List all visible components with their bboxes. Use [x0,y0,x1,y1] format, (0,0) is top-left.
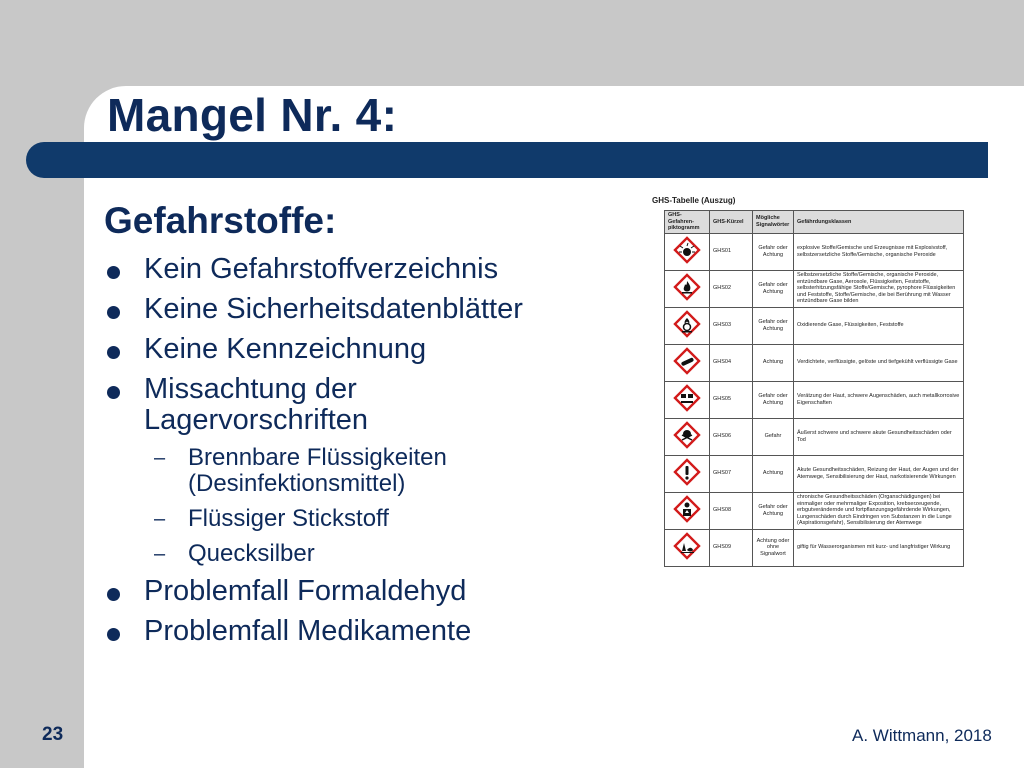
sub-bullet-item [104,541,644,567]
bullet-text: Kein Gefahrstoffverzeichnis [144,253,499,285]
bullet-dot-icon [107,588,120,601]
ghs-code-cell: GHS07 [710,455,753,492]
bullet-item [104,576,644,607]
table-row [665,233,964,270]
signal-word-cell: Gefahr [753,418,794,455]
bullet-text: Problemfall Formaldehyd [144,575,467,607]
ghs-table-header-row [665,211,964,234]
bullet-text: Problemfall Medikamente [144,615,472,647]
bullet-dot-icon [107,386,120,399]
signal-word-cell: Gefahr oder Achtung [753,270,794,307]
table-row [665,418,964,455]
ghs-table-figure [652,196,970,576]
sub-bullet-item [104,445,644,497]
table-row [665,307,964,344]
ghs-code-cell: GHS09 [710,529,753,566]
hazard-classes-cell: Oxidierende Gase, Flüssigkeiten, Feststoffe [794,307,964,344]
bullet-item [104,254,644,285]
signal-word-cell: Achtung [753,455,794,492]
signal-word-cell: Gefahr oder Achtung [753,233,794,270]
bullet-text: Keine Sicherheitsdatenblätter [144,293,523,325]
ghs-table [664,210,964,567]
table-row [665,344,964,381]
sub-bullet-text: Brennbare Flüssigkeiten (Desinfektionsmittel) [188,444,447,497]
skull-icon [672,420,702,450]
health-hazard-icon [672,494,702,524]
pictogram-cell [665,381,710,418]
pictogram-cell [665,307,710,344]
hazard-classes-cell: explosive Stoffe/Gemische und Erzeugnisse mit Explosivstoff, selbstzersetzliche Stoffe/Gemische, organische Peroxide [794,233,964,270]
ghs-code-cell: GHS03 [710,307,753,344]
gas-cylinder-icon [672,346,702,376]
dash-icon: – [154,508,166,530]
pictogram-cell [665,492,710,529]
bullet-item [104,294,644,325]
table-row [665,381,964,418]
table-row [665,529,964,566]
pictogram-cell [665,418,710,455]
bullet-text: Keine Kennzeichnung [144,333,427,365]
sub-bullet-text: Flüssiger Stickstoff [188,505,389,532]
hazard-classes-cell: Selbstzersetzliche Stoffe/Gemische, organische Peroxide, entzündbare Gase, Aerosole, Flüssigkeiten, Feststoffe, selbsterhitzungsfähige Stoffe/Gemische, pyrophore Flüssigkeiten und Feststoffe, Stoffe/Gemische, die bei Berührung mit Wasser entzündbare Gase bilden [794,270,964,307]
bullet-item [104,616,644,647]
bullet-dot-icon [107,266,120,279]
bullet-list [104,254,644,656]
table-row [665,270,964,307]
bullet-item [104,334,644,365]
signal-word-cell: Gefahr oder Achtung [753,381,794,418]
dash-icon: – [154,543,166,565]
ghs-code-cell: GHS04 [710,344,753,381]
ghs-code-cell: GHS05 [710,381,753,418]
sub-bullet-item [104,506,644,532]
signal-word-cell: Gefahr oder Achtung [753,492,794,529]
hazard-classes-cell: chronische Gesundheitsschäden (Organschädigungen) bei einmaliger oder mehrmaliger Exposition, krebserzeugende, erbgutverändernde und fortpflanzungsgefährdende Wirkungen, Lungenschäden durch Eindringen von Substanzen in die Lunge (Aspirationsgefahr), Sensibilisierung der Atemwege [794,492,964,529]
pictogram-cell [665,455,710,492]
bullet-dot-icon [107,306,120,319]
hazard-classes-cell: Verdichtete, verflüssigte, gelöste und tiefgekühlt verflüssigte Gase [794,344,964,381]
flame-over-circle-icon [672,309,702,339]
signal-word-cell: Achtung [753,344,794,381]
author-credit: A. Wittmann, 2018 [852,726,992,745]
sub-bullet-text: Quecksilber [188,540,315,567]
bullet-text: Missachtung der Lagervorschriften [144,373,369,436]
flame-icon [672,272,702,302]
hazard-classes-cell: Akute Gesundheitsschäden, Reizung der Haut, der Augen und der Atemwege, Sensibilisierung der Haut, narkotisierende Wirkungen [794,455,964,492]
pictogram-cell [665,344,710,381]
hazard-classes-cell: Verätzung der Haut, schwere Augenschäden, auch metallkorrosive Eigenschaften [794,381,964,418]
hazard-classes-cell: giftig für Wasserorganismen mit kurz- und langfristiger Wirkung [794,529,964,566]
ghs-table-body [665,233,964,566]
bullet-dot-icon [107,346,120,359]
header-cell: GHS-Kürzel [710,211,753,234]
signal-word-cell: Gefahr oder Achtung [753,307,794,344]
pictogram-cell [665,233,710,270]
ghs-code-cell: GHS06 [710,418,753,455]
exploding-bomb-icon [672,235,702,265]
sub-bullet-list [104,445,644,567]
header-cell: Mögliche Signalwörter [753,211,794,234]
table-row [665,492,964,529]
bullet-dot-icon [107,628,120,641]
ghs-table-title: GHS-Tabelle (Auszug) [652,196,736,205]
header-cell: GHS-Gefahren-piktogramm [665,211,710,234]
dash-icon: – [154,447,166,469]
pictogram-cell [665,529,710,566]
pictogram-cell [665,270,710,307]
table-row [665,455,964,492]
page-number: 23 [42,724,64,745]
signal-word-cell: Achtung oder ohne Signalwort [753,529,794,566]
slide-title: Mangel Nr. 4: [107,89,398,141]
bullet-item [104,374,644,567]
corrosion-icon [672,383,702,413]
hazard-classes-cell: Äußerst schwere und schwere akute Gesundheitsschäden oder Tod [794,418,964,455]
ghs-code-cell: GHS08 [710,492,753,529]
title-underline-bar [26,142,988,178]
ghs-code-cell: GHS02 [710,270,753,307]
exclamation-mark-icon [672,457,702,487]
environment-icon [672,531,702,561]
ghs-code-cell: GHS01 [710,233,753,270]
section-heading: Gefahrstoffe: [104,200,337,241]
header-cell: Gefährdungsklassen [794,211,964,234]
